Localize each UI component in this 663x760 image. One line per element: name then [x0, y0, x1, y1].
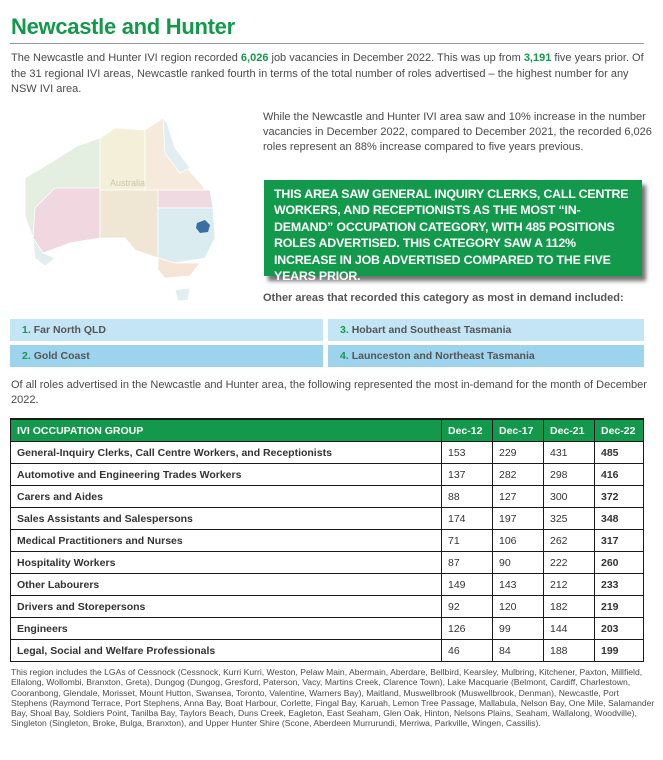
value-cell: 144 — [544, 618, 595, 640]
value-cell: 182 — [544, 596, 595, 618]
value-cell: 92 — [442, 596, 493, 618]
area-item — [10, 345, 323, 367]
value-cell: 127 — [493, 486, 544, 508]
area-name: Launceston and Northeast Tasmania — [351, 350, 535, 362]
value-cell: 219 — [595, 596, 644, 618]
value-cell: 143 — [493, 574, 544, 596]
other-areas-heading: Other areas that recorded this category as most in demand included: — [263, 292, 624, 304]
page-title: Newcastle and Hunter — [11, 14, 235, 39]
value-cell: 174 — [442, 508, 493, 530]
area-number: 2. — [22, 350, 31, 362]
value-cell: 88 — [442, 486, 493, 508]
value-cell: 325 — [544, 508, 595, 530]
header-dec-12: Dec-12 — [442, 419, 493, 442]
table-row — [11, 552, 644, 574]
table-row — [11, 530, 644, 552]
value-cell: 416 — [595, 464, 644, 486]
intro-text: five years prior. Of the 31 regional IVI areas, Newcastle ranked fourth in terms of the total number of roles advertised – the highest number for any NSW IVI area. — [11, 52, 644, 95]
value-cell: 197 — [493, 508, 544, 530]
area-name: Far North QLD — [33, 324, 107, 336]
header-occupation: IVI OCCUPATION GROUP — [11, 419, 442, 442]
table-row — [11, 508, 644, 530]
value-cell: 188 — [544, 640, 595, 662]
map-region-qld-south — [158, 190, 213, 208]
value-cell: 71 — [442, 530, 493, 552]
value-cell: 46 — [442, 640, 493, 662]
vacancies-2022-value: 6,026 — [240, 52, 269, 64]
area-name: Hobart and Southeast Tasmania — [351, 324, 512, 336]
value-cell: 300 — [544, 486, 595, 508]
area-number: 4. — [340, 350, 349, 362]
value-cell: 149 — [442, 574, 493, 596]
value-cell: 153 — [442, 442, 493, 464]
value-cell: 222 — [544, 552, 595, 574]
area-number: 1. — [22, 324, 31, 336]
header-dec-22: Dec-22 — [595, 419, 644, 442]
table-header-row — [11, 419, 644, 442]
occupation-cell: Hospitality Workers — [11, 552, 442, 574]
value-cell: 84 — [493, 640, 544, 662]
occupation-cell: Medical Practitioners and Nurses — [11, 530, 442, 552]
header-dec-21: Dec-21 — [544, 419, 595, 442]
occupation-cell: Engineers — [11, 618, 442, 640]
value-cell: 317 — [595, 530, 644, 552]
value-cell: 90 — [493, 552, 544, 574]
occupation-cell: Carers and Aides — [11, 486, 442, 508]
table-row — [11, 486, 644, 508]
value-cell: 199 — [595, 640, 644, 662]
value-cell: 212 — [544, 574, 595, 596]
value-cell: 262 — [544, 530, 595, 552]
occupation-cell: Legal, Social and Welfare Professionals — [11, 640, 442, 662]
occupation-cell: Drivers and Storepersons — [11, 596, 442, 618]
value-cell: 203 — [595, 618, 644, 640]
australia-map — [15, 108, 240, 303]
value-cell: 282 — [493, 464, 544, 486]
value-cell: 233 — [595, 574, 644, 596]
occupation-cell: Other Labourers — [11, 574, 442, 596]
occupation-cell: Automotive and Engineering Trades Workers — [11, 464, 442, 486]
vacancies-2017-value: 3,191 — [523, 52, 552, 64]
value-cell: 106 — [493, 530, 544, 552]
intro-text: The Newcastle and Hunter IVI region recorded — [11, 52, 241, 64]
area-name: Gold Coast — [33, 350, 90, 362]
highlight-callout: THIS AREA SAW GENERAL INQUIRY CLERKS, CALL CENTRE WORKERS, AND RECEPTIONISTS AS THE MOST “IN-DEMAND” OCCUPATION CATEGORY, WITH 485 POSITIONS ROLES ADVERTISED. THIS CATEGORY SAW A 112% INCREASE IN JOB ADVERTISED COMPARED TO THE FIVE YEARS PRIOR. — [264, 180, 642, 276]
table-intro-paragraph: Of all roles advertised in the Newcastle and Hunter area, the following represented the most in-demand for the month of December 2022. — [11, 379, 647, 406]
occupation-table — [10, 418, 644, 662]
table-row — [11, 618, 644, 640]
occupation-cell: Sales Assistants and Salespersons — [11, 508, 442, 530]
map-region-tas — [175, 288, 190, 301]
summary-paragraph: While the Newcastle and Hunter IVI area saw and 10% increase in the number vacancies in December 2022, compared to December 2021, the recorded 6,026 roles represent an 88% increase compared to five years previous. — [263, 111, 652, 153]
area-item — [328, 319, 644, 341]
header-dec-17: Dec-17 — [493, 419, 544, 442]
table-row — [11, 640, 644, 662]
area-item — [328, 345, 644, 367]
value-cell: 485 — [595, 442, 644, 464]
area-number: 3. — [340, 324, 349, 336]
value-cell: 137 — [442, 464, 493, 486]
title-divider — [10, 43, 644, 44]
value-cell: 126 — [442, 618, 493, 640]
value-cell: 348 — [595, 508, 644, 530]
map-region-sa — [100, 190, 158, 258]
table-row — [11, 574, 644, 596]
intro-text: job vacancies in December 2022. This was up from — [268, 52, 524, 64]
value-cell: 260 — [595, 552, 644, 574]
table-row — [11, 596, 644, 618]
value-cell: 298 — [544, 464, 595, 486]
value-cell: 120 — [493, 596, 544, 618]
intro-paragraph — [11, 51, 651, 98]
value-cell: 87 — [442, 552, 493, 574]
value-cell: 372 — [595, 486, 644, 508]
table-row — [11, 442, 644, 464]
value-cell: 431 — [544, 442, 595, 464]
value-cell: 99 — [493, 618, 544, 640]
map-region-nsw — [158, 208, 215, 263]
occupation-cell: General-Inquiry Clerks, Call Centre Workers, and Receptionists — [11, 442, 442, 464]
value-cell: 229 — [493, 442, 544, 464]
area-item — [10, 319, 323, 341]
map-label-australia: Australia — [110, 178, 146, 188]
table-row — [11, 464, 644, 486]
lga-footnote: This region includes the LGAs of Cessnock (Cessnock, Kurri Kurri, Weston, Pelaw Main, Abermain, Aberdare, Bellbird, Kearsley, Mulbring, Kitchener, Paxton, Millfield, Ellalong, Wollombi, Branxton, Greta), Dungog (Dungog, Gresford, Paterson, Vacy, Martins Creek, Clarence Town), Lake Macquarie (Belmont, Cardiff, Charlestown, Cooranbong, Glendale, Morisset, Mount Hutton, Swansea, Toronto, Valentine, Warners Bay), Maitland, Muswellbrook (Muswellbrook, Denman), Newcastle, Port Stephens (Raymond Terrace, Port Stephens, Anna Bay, Boat Harbour, Corlette, Fingal Bay, Karuah, Lemon Tree Passage, Mallabula, Nelson Bay, One Mile, Salamander Bay, Shoal Bay, Soldiers Point, Tanilba Bay, Taylors Beach, Duns Creek, Eagleton, East Seaham, Glen Oak, Hinton, Nelsons Plains, Seaham, Wallalong, Woodville), Singleton (Singleton, Broke, Bulga, Branxton), and Upper Hunter Shire (Scone, Aberdeen Murrurundi, Merriwa, Parkville, Wingen, Cassilis). — [11, 667, 655, 729]
